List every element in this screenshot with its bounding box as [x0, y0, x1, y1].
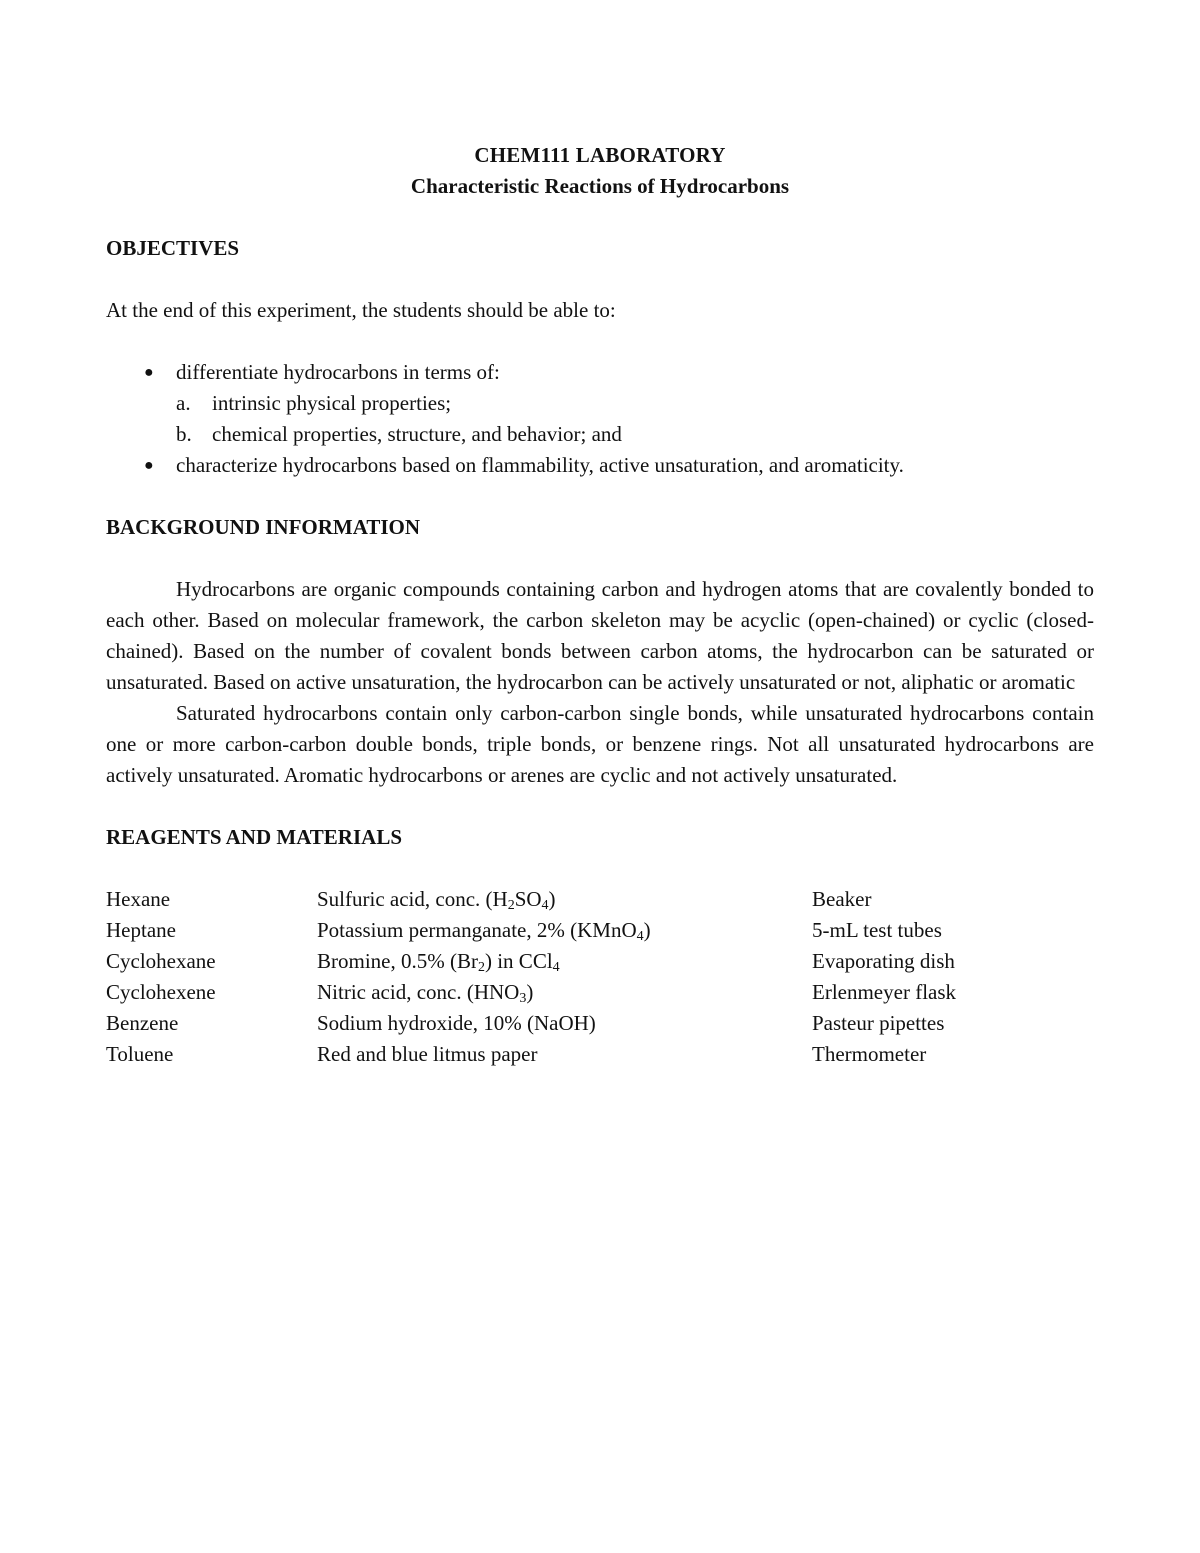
background-paragraph-2: Saturated hydrocarbons contain only carbon-carbon single bonds, while unsaturated hydrocarbons contain one or more carbon-carbon double bonds, triple bonds, or benzene rings. Not all unsaturated hydrocarbons are actively unsaturated. Aromatic hydrocarbons or arenes are cyclic and not actively unsaturated.	[106, 701, 1094, 787]
objective-text: characterize hydrocarbons based on flammability, active unsaturation, and aromaticity.	[176, 453, 904, 477]
material-cell: 5-mL test tubes	[812, 918, 942, 942]
objectives-list	[106, 357, 1094, 481]
hydrocarbon-cell: Hexane	[106, 887, 171, 911]
reagent-cell: Bromine, 0.5% $(Br_2)$ in CCl$_4$	[317, 949, 560, 975]
material-cell: Pasteur pipettes	[812, 1011, 945, 1035]
reagent-cell: Nitric acid, conc. $(HNO_3)$	[317, 980, 534, 1006]
reagents-table	[106, 884, 1094, 1070]
title-block	[106, 140, 1094, 202]
objective-text: differentiate hydrocarbons in terms of:	[176, 360, 500, 384]
background-heading: BACKGROUND INFORMATION	[106, 515, 421, 539]
reagents-row	[106, 1039, 1094, 1070]
reagent-cell: Red and blue litmus paper	[317, 1042, 538, 1066]
reagents-row	[106, 1008, 1094, 1039]
material-cell: Thermometer	[812, 1042, 927, 1066]
document-page	[106, 140, 1094, 1070]
objective-item	[106, 357, 1094, 450]
bullet-icon: ●	[144, 457, 154, 474]
reagents-row	[106, 915, 1094, 946]
reagents-row	[106, 884, 1094, 915]
objective-sub-list	[176, 388, 1094, 450]
bullet-icon: ●	[144, 364, 154, 381]
reagent-cell: Sulfuric acid, conc. $(H_2SO_4)$	[317, 887, 556, 913]
hydrocarbon-cell: Cyclohexane	[106, 949, 216, 973]
hydrocarbon-cell: Cyclohexene	[106, 980, 216, 1004]
sub-item-text: intrinsic physical properties;	[212, 391, 452, 415]
reagent-cell: Potassium permanganate, 2% (KMnO$_4$)	[317, 918, 651, 944]
sub-item-marker: b.	[176, 422, 192, 446]
reagents-row	[106, 977, 1094, 1008]
reagents-row	[106, 946, 1094, 977]
material-cell: Erlenmeyer flask	[812, 980, 957, 1004]
objectives-heading: OBJECTIVES	[106, 236, 240, 260]
reagents-heading: REAGENTS AND MATERIALS	[106, 825, 402, 849]
material-cell: Evaporating dish	[812, 949, 955, 973]
reagent-cell: Sodium hydroxide, 10% (NaOH)	[317, 1011, 596, 1035]
hydrocarbon-cell: Benzene	[106, 1011, 179, 1035]
objective-sub-item	[106, 419, 1094, 450]
sub-item-marker: a.	[176, 391, 191, 415]
course-title: CHEM111 LABORATORY	[474, 143, 726, 167]
hydrocarbon-cell: Toluene	[106, 1042, 174, 1066]
objective-item	[106, 450, 1094, 481]
sub-item-text: chemical properties, structure, and behavior; and	[212, 422, 622, 446]
background-paragraph-1: Hydrocarbons are organic compounds containing carbon and hydrogen atoms that are covalently bonded to each other. Based on molecular framework, the carbon skeleton may be acyclic (open-chained) or cyclic (closed-chained). Based on the number of covalent bonds between carbon atoms, the hydrocarbon can be saturated or unsaturated. Based on active unsaturation, the hydrocarbon can be actively unsaturated or not, aliphatic or aromatic	[106, 577, 1094, 694]
experiment-title: Characteristic Reactions of Hydrocarbons	[410, 174, 790, 198]
objectives-intro: At the end of this experiment, the students should be able to:	[106, 298, 616, 322]
objective-sub-item	[106, 388, 1094, 419]
material-cell: Beaker	[812, 887, 872, 911]
hydrocarbon-cell: Heptane	[106, 918, 176, 942]
